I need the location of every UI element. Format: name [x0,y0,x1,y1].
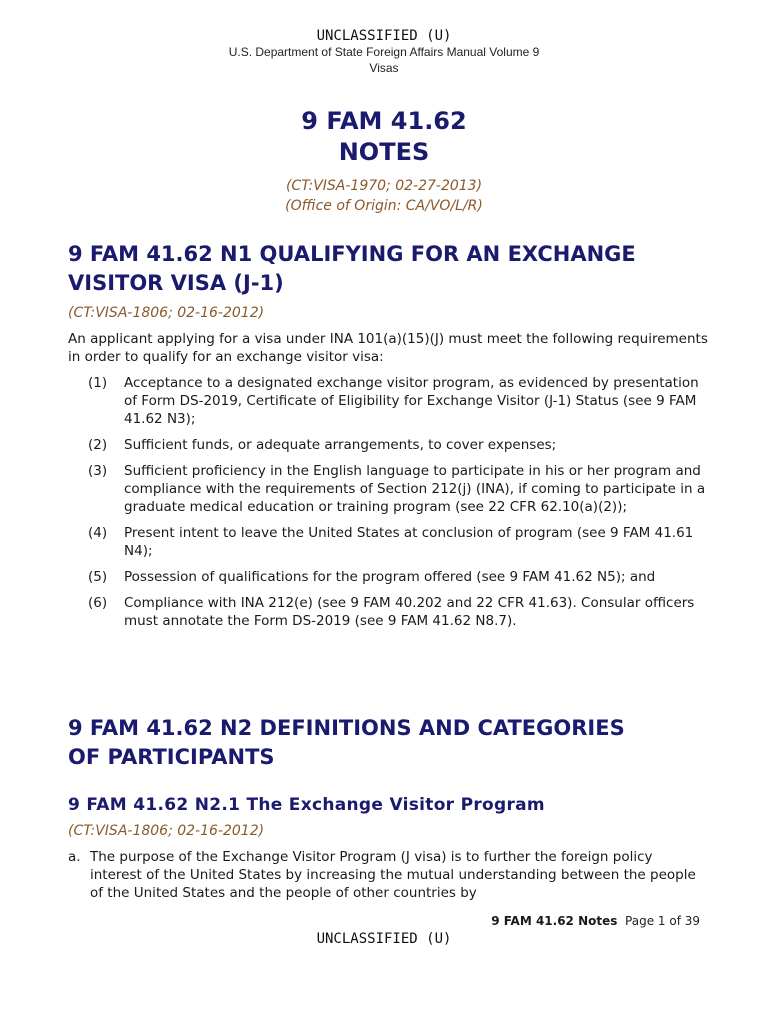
section-n1-heading: 9 FAM 41.62 N1 QUALIFYING FOR AN EXCHANGE VISITOR VISA (J-1) [68,242,636,295]
list-item: (2) Sufficient funds, or adequate arrangements, to cover expenses; [88,437,557,453]
section-n1-intro: An applicant applying for a visa under INA 101(a)(15)(J) must meet the following requirements in order to qualify for an exchange visitor visa: [68,331,708,365]
document-title-block [0,106,768,216]
list-item: (5) Possession of qualifications for the program offered (see 9 FAM 41.62 N5); and [88,569,656,585]
section-n2 [68,714,708,772]
purpose-list [68,848,708,902]
section-n2-1 [68,794,708,902]
list-item: (1) Acceptance to a designated exchange visitor program, as evidenced by presentation of Form DS-2019, Certificate of Eligibility for Exchange Visitor (J-1) Status (see 9 FAM 41.62 N3); [88,375,699,427]
page-number: Page 1 of 39 [625,914,700,928]
section-n2-heading: 9 FAM 41.62 N2 DEFINITIONS AND CATEGORIES OF PARTICIPANTS [68,716,625,769]
footer-doc-ref: 9 FAM 41.62 Notes [491,914,618,928]
list-item: (3) Sufficient proficiency in the English language to participate in his or her program and compliance with the requirements of Section 212(j) (INA), if coming to participate in a graduate medical education or training program (see 22 CFR 62.10(a)(2)); [88,463,706,515]
document-title: 9 FAM 41.62 [301,107,467,135]
classification-footer: UNCLASSIFIED (U) [316,931,452,947]
office-of-origin: (Office of Origin: CA/VO/L/R) [285,198,483,214]
manual-title: U.S. Department of State Foreign Affairs Manual Volume 9 [228,45,540,59]
page-header [0,28,768,76]
classification-header: UNCLASSIFIED (U) [316,28,452,44]
requirements-list [68,374,708,630]
list-item: a. The purpose of the Exchange Visitor Program (J visa) is to further the foreign policy interest of the United States by increasing the mutual understanding between the people of the United States and the people of other countries by [68,849,696,901]
list-item: (6) Compliance with INA 212(e) (see 9 FAM 40.202 and 22 CFR 41.63). Consular officers must annotate the Form DS-2019 (see 9 FAM 41.62 N8.7). [88,595,695,629]
list-item: (4) Present intent to leave the United States at conclusion of program (see 9 FAM 41.61 N4); [88,525,694,559]
section-n2-1-heading: 9 FAM 41.62 N2.1 The Exchange Visitor Program [68,795,545,815]
section-n2-1-ct: (CT:VISA-1806; 02-16-2012) [68,823,265,839]
section-n1 [68,240,708,638]
footer-reference [491,914,700,928]
document-subtitle: NOTES [338,138,430,166]
title-ct: (CT:VISA-1970; 02-27-2013) [285,178,483,194]
manual-subtitle: Visas [369,61,399,75]
section-n1-ct: (CT:VISA-1806; 02-16-2012) [68,305,265,321]
